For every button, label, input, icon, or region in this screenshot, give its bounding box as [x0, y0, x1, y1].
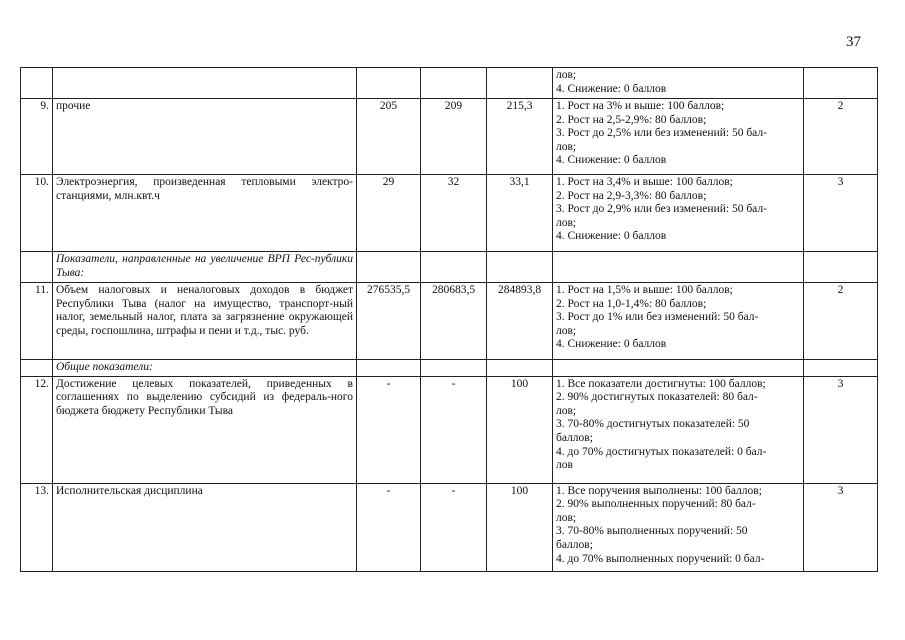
criteria-line: баллов; — [556, 431, 593, 444]
value-year-2 — [421, 68, 487, 99]
criteria-line: 4. до 70% достигнутых показателей: 0 бал- — [556, 445, 767, 458]
value-year-3: 33,1 — [487, 175, 553, 252]
indicators-table — [20, 67, 878, 572]
criteria-line: 1. Все поручения выполнены: 100 баллов; — [556, 484, 762, 497]
row-number — [21, 252, 53, 283]
criteria-line: лов; — [556, 69, 577, 81]
value-year-2: - — [421, 483, 487, 571]
criteria-line: 4. Снижение: 0 баллов — [556, 82, 667, 95]
criteria-line: 2. Рост на 2,5-2,9%: 80 баллов; — [556, 113, 707, 126]
value-year-1: - — [357, 376, 421, 483]
criteria-line: 2. 90% достигнутых показателей: 80 бал- — [556, 391, 758, 404]
criteria-cell — [553, 283, 804, 360]
criteria-line: 4. до 70% выполненных поручений: 0 бал- — [556, 552, 765, 565]
criteria-cell — [553, 252, 804, 283]
criteria-line: 1. Рост на 3,4% и выше: 100 баллов; — [556, 176, 733, 188]
weight-value: 3 — [804, 175, 878, 252]
value-year-3: 284893,8 — [487, 283, 553, 360]
weight-value: 3 — [804, 483, 878, 571]
value-year-3: 100 — [487, 483, 553, 571]
criteria-line: 4. Снижение: 0 баллов — [556, 338, 667, 351]
criteria-line: 2. 90% выполненных поручений: 80 бал- — [556, 498, 756, 511]
indicator-name: Исполнительская дисциплина — [53, 483, 357, 571]
weight-value: 2 — [804, 283, 878, 360]
criteria-line: 1. Все показатели достигнуты: 100 баллов; — [556, 377, 766, 390]
criteria-line: 3. Рост до 1% или без изменений: 50 бал- — [556, 311, 759, 324]
criteria-line: 3. 70-80% достигнутых показателей: 50 — [556, 418, 750, 431]
value-year-3 — [487, 252, 553, 283]
indicator-name: прочие — [53, 99, 357, 175]
indicator-name: Объем налоговых и неналоговых доходов в бюджет Республики Тыва (налог на имущество, транспорт-ный налог, земельный налог, плата за загрязнение окружающей среды, госпошлина, штрафы и пени и т.д., тыс. руб. — [53, 283, 357, 360]
value-year-3 — [487, 360, 553, 377]
criteria-line: лов; — [556, 324, 577, 337]
table-row — [21, 376, 878, 483]
row-number: 10. — [21, 175, 53, 252]
indicator-name — [53, 68, 357, 99]
criteria-line: лов — [556, 459, 573, 472]
value-year-3: 100 — [487, 376, 553, 483]
value-year-1: 205 — [357, 99, 421, 175]
criteria-cell — [553, 483, 804, 571]
weight-value — [804, 68, 878, 99]
table-body — [21, 68, 878, 572]
value-year-1 — [357, 360, 421, 377]
criteria-line: 3. Рост до 2,5% или без изменений: 50 бал- — [556, 127, 767, 140]
table-row — [21, 99, 878, 175]
criteria-line: 3. 70-80% выполненных поручений: 50 — [556, 525, 748, 538]
value-year-1: 276535,5 — [357, 283, 421, 360]
row-number: 12. — [21, 376, 53, 483]
value-year-2 — [421, 360, 487, 377]
indicator-name: Достижение целевых показателей, приведенных в соглашениях по выделению субсидий из федераль-ного бюджета бюджету Республики Тыва — [53, 376, 357, 483]
criteria-cell — [553, 68, 804, 99]
value-year-2: - — [421, 376, 487, 483]
table-row — [21, 283, 878, 360]
criteria-cell — [553, 99, 804, 175]
criteria-cell — [553, 175, 804, 252]
row-number: 11. — [21, 283, 53, 360]
row-number: 9. — [21, 99, 53, 175]
weight-value — [804, 252, 878, 283]
criteria-line: лов; — [556, 140, 577, 153]
criteria-line: 3. Рост до 2,9% или без изменений: 50 бал- — [556, 203, 767, 216]
row-number: 13. — [21, 483, 53, 571]
criteria-line: 4. Снижение: 0 баллов — [556, 154, 667, 167]
value-year-2 — [421, 252, 487, 283]
value-year-1 — [357, 68, 421, 99]
value-year-3 — [487, 68, 553, 99]
table-row — [21, 483, 878, 571]
criteria-line: 2. Рост на 1,0-1,4%: 80 баллов; — [556, 297, 707, 310]
weight-value: 2 — [804, 99, 878, 175]
value-year-1: - — [357, 483, 421, 571]
value-year-2: 32 — [421, 175, 487, 252]
page-number: 37 — [846, 34, 861, 50]
criteria-line: 4. Снижение: 0 баллов — [556, 230, 667, 243]
row-number — [21, 68, 53, 99]
criteria-line: 1. Рост на 1,5% и выше: 100 баллов; — [556, 284, 733, 296]
value-year-1: 29 — [357, 175, 421, 252]
criteria-line: лов; — [556, 216, 577, 229]
value-year-2: 280683,5 — [421, 283, 487, 360]
criteria-cell — [553, 376, 804, 483]
criteria-cell — [553, 360, 804, 377]
section-title: Общие показатели: — [53, 360, 357, 377]
criteria-line: 2. Рост на 2,9-3,3%: 80 баллов; — [556, 189, 707, 202]
value-year-1 — [357, 252, 421, 283]
section-row — [21, 252, 878, 283]
indicator-name: Электроэнергия, произведенная тепловыми электро-станциями, млн.квт.ч — [53, 175, 357, 252]
criteria-line: лов; — [556, 511, 577, 524]
value-year-2: 209 — [421, 99, 487, 175]
table-row — [21, 175, 878, 252]
criteria-line: 1. Рост на 3% и выше: 100 баллов; — [556, 100, 725, 112]
table-row — [21, 68, 878, 99]
weight-value: 3 — [804, 376, 878, 483]
value-year-3: 215,3 — [487, 99, 553, 175]
weight-value — [804, 360, 878, 377]
section-row — [21, 360, 878, 377]
row-number — [21, 360, 53, 377]
section-title: Показатели, направленные на увеличение ВРП Рес-публики Тыва: — [53, 252, 357, 283]
criteria-line: лов; — [556, 404, 577, 417]
criteria-line: баллов; — [556, 538, 593, 551]
